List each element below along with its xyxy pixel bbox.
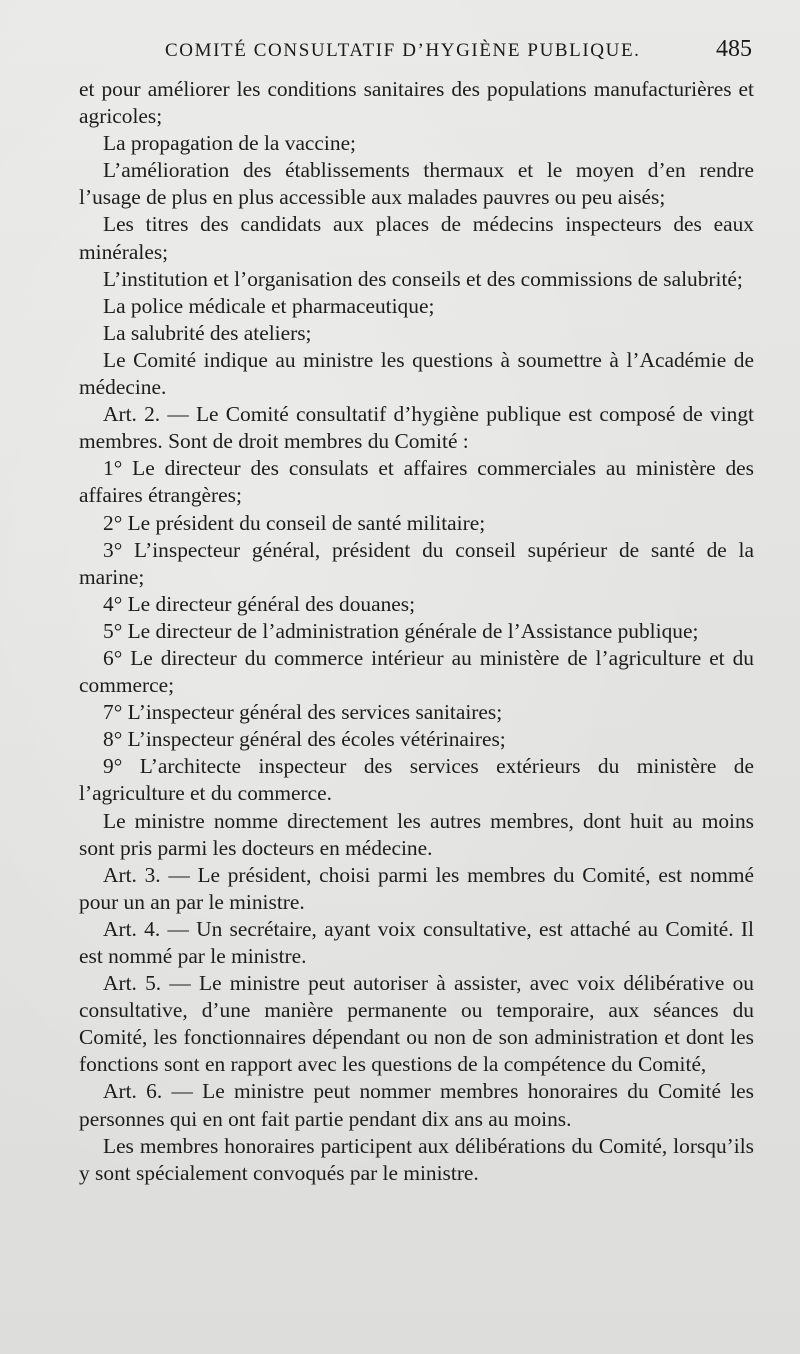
list-item: 3° L’inspecteur général, président du conseil supérieur de santé de la marine; <box>79 537 754 589</box>
paragraph: La salubrité des ateliers; <box>103 320 312 345</box>
article-6: Art. 6. — Le ministre peut nommer membres honoraires du Comité les personnes qui en ont fait partie pendant dix ans au moins. <box>79 1079 754 1131</box>
paragraph: L’amélioration des établissements thermaux et le moyen d’en rendre l’usage de plus en plus accessible aux malades pauvres ou peu aisés; <box>79 158 754 210</box>
list-item: 6° Le directeur du commerce intérieur au ministère de l’agriculture et du commerce; <box>79 645 754 698</box>
list-item: 8° L’inspecteur général des écoles vétérinaires; <box>103 727 506 752</box>
article-2: Art. 2. — Le Comité consultatif d’hygiène publique est composé de vingt membres. Sont de droit membres du Comité : <box>79 402 754 454</box>
paragraph: La police médicale et pharmaceutique; <box>103 293 435 318</box>
list-item: 1° Le directeur des consulats et affaires commerciales au ministère des affaires étrangères; <box>79 456 754 508</box>
paragraph: Le ministre nomme directement les autres membres, dont huit au moins sont pris parmi les docteurs en médecine. <box>79 808 754 860</box>
paragraph: Les titres des candidats aux places de médecins inspecteurs des eaux minérales; <box>79 212 754 264</box>
article-5: Art. 5. — Le ministre peut autoriser à assister, avec voix délibérative ou consultative, d’une manière permanente ou temporaire, aux séances du Comité, les fonctionnaires dépendant ou non de son administration et dont les fonctions sont en rapport avec les questions de la compétence du Comité, <box>79 971 754 1077</box>
list-item: 4° Le directeur général des douanes; <box>103 591 416 616</box>
paragraph: Les membres honoraires participent aux délibérations du Comité, lorsqu’ils y sont spécialement convoqués par le ministre. <box>79 1133 754 1185</box>
list-item: 7° L’inspecteur général des services sanitaires; <box>103 700 503 725</box>
paragraph: Le Comité indique au ministre les questions à soumettre à l’Académie de médecine. <box>79 347 754 400</box>
article-4: Art. 4. — Un secrétaire, ayant voix consultative, est attaché au Comité. Il est nommé par le ministre. <box>79 916 754 968</box>
list-item: 5° Le directeur de l’administration générale de l’Assistance publique; <box>103 618 699 643</box>
paragraph: L’institution et l’organisation des conseils et des commissions de salubrité; <box>103 266 743 291</box>
running-head: COMITÉ CONSULTATIF D’HYGIÈNE PUBLIQUE. <box>165 40 641 61</box>
body-text <box>79 76 754 1187</box>
article-3: Art. 3. — Le président, choisi parmi les membres du Comité, est nommé pour un an par le ministre. <box>79 862 754 914</box>
page-header <box>165 36 752 66</box>
page-number: 485 <box>716 36 752 62</box>
paragraph: et pour améliorer les conditions sanitaires des populations manufacturières et agricoles; <box>79 77 754 129</box>
list-item: 2° Le président du conseil de santé militaire; <box>103 510 486 535</box>
paragraph: La propagation de la vaccine; <box>103 131 357 156</box>
list-item: 9° L’architecte inspecteur des services extérieurs du ministère de l’agriculture et du commerce. <box>79 754 754 806</box>
